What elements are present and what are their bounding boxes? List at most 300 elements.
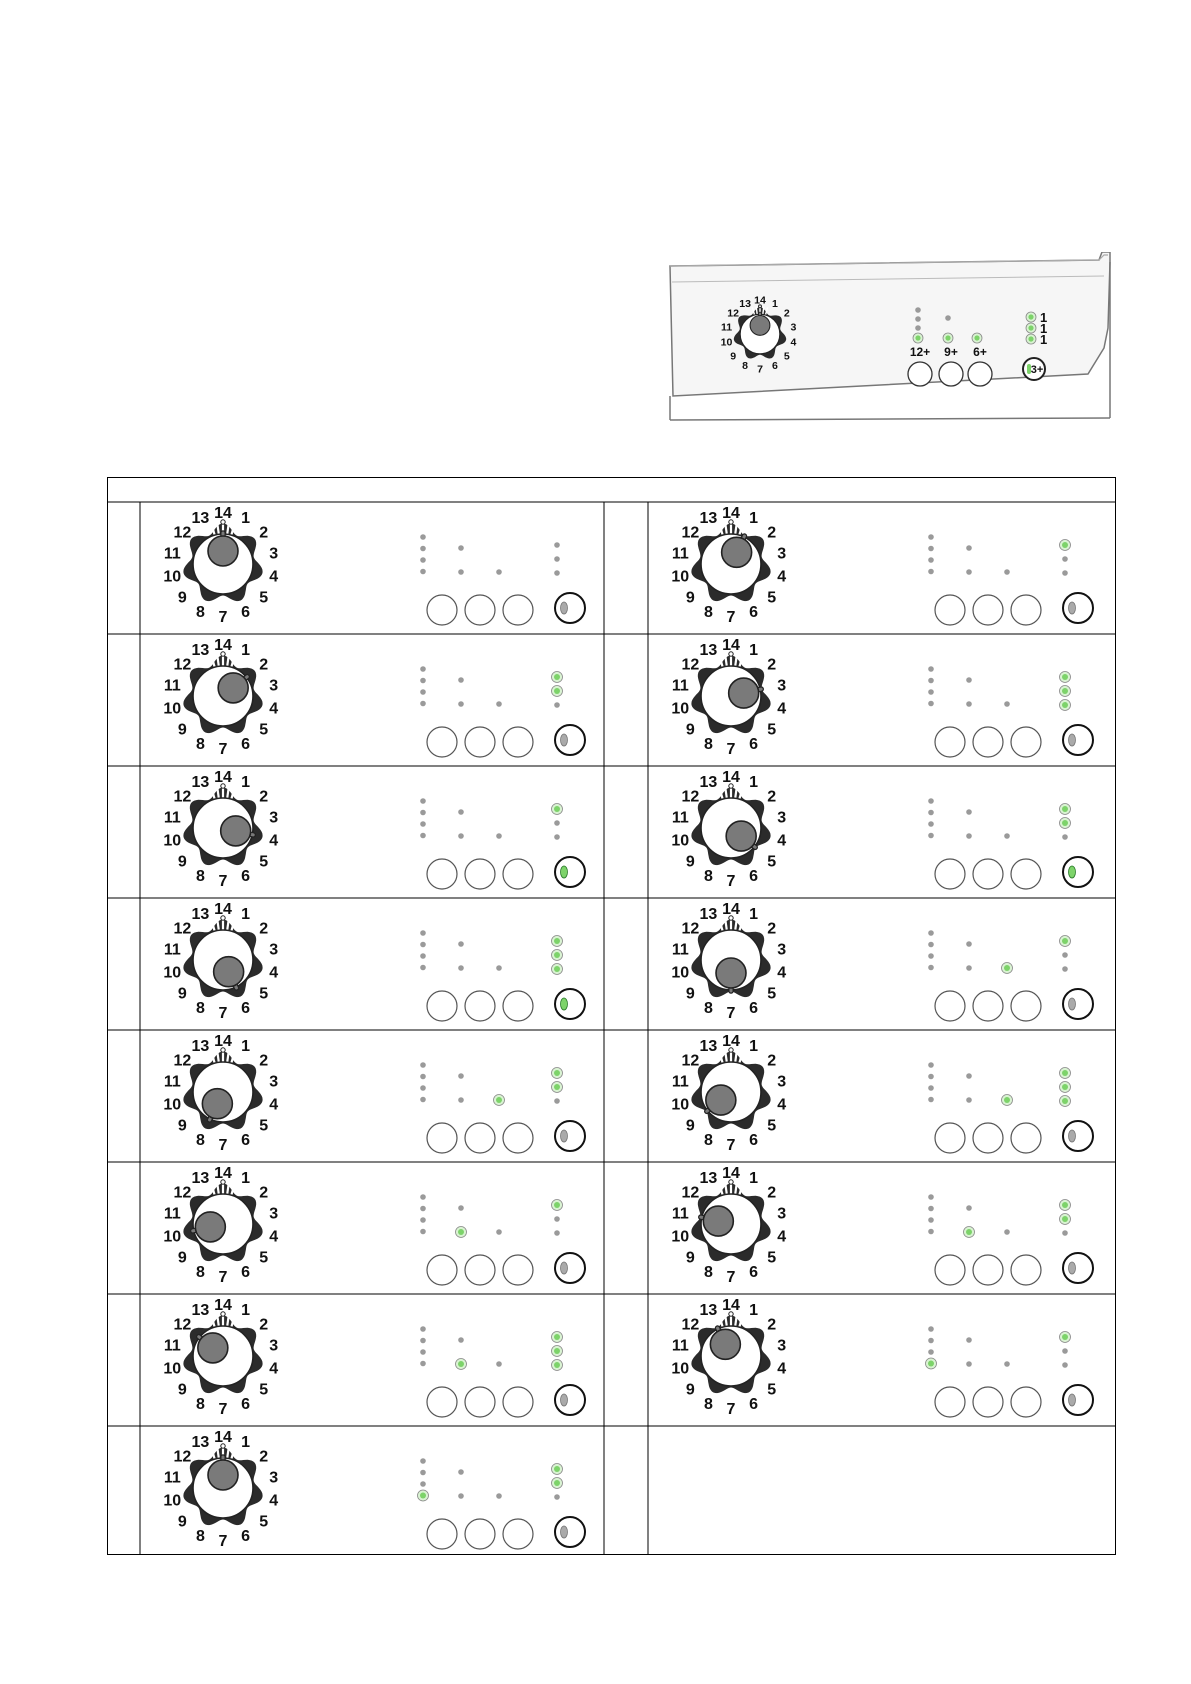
cell-15-dial-number: 11 bbox=[163, 1469, 181, 1487]
cell-13-program-led bbox=[420, 1349, 426, 1355]
cell-4-dial-number: 4 bbox=[777, 700, 787, 718]
cell-11-dial-number: 7 bbox=[218, 1269, 228, 1286]
cell-7-dial-number: 14 bbox=[214, 901, 232, 918]
cell-11-dial-number: 10 bbox=[163, 1228, 182, 1246]
cell-13-dial-number: 13 bbox=[191, 1302, 210, 1320]
cell-2-dial-number: 7 bbox=[726, 609, 736, 626]
cell-12-dial-number: 4 bbox=[777, 1228, 787, 1246]
cell-10-dial-number: 13 bbox=[699, 1038, 718, 1056]
cell-7-temp-led bbox=[458, 965, 464, 971]
cell-15-option-button bbox=[503, 1519, 533, 1549]
cell-13-program-led bbox=[420, 1361, 426, 1367]
program-settings-table bbox=[107, 477, 1116, 1555]
cell-12-dial-knob bbox=[703, 1206, 733, 1236]
cell-3-program-led bbox=[420, 701, 426, 707]
cell-14-program-led bbox=[928, 1349, 934, 1355]
cell-11-dial-number: 9 bbox=[177, 1249, 187, 1267]
panel-dial-number: 7 bbox=[757, 363, 763, 376]
cell-13-dial-number: 14 bbox=[214, 1297, 232, 1314]
cell-11-indicator-led bbox=[554, 1216, 560, 1222]
settings-grid-drawing bbox=[108, 478, 1115, 1554]
cell-8-option-button bbox=[973, 991, 1003, 1021]
panel-dial-number: 4 bbox=[790, 336, 797, 349]
cell-13-option-button bbox=[427, 1387, 457, 1417]
cell-8-option-button bbox=[1011, 991, 1041, 1021]
cell-9-dial-number: 5 bbox=[259, 1117, 269, 1135]
cell-4-program-led bbox=[928, 666, 934, 672]
cell-11-dial-number: 11 bbox=[163, 1205, 181, 1223]
cell-1-dial-number: 6 bbox=[241, 603, 251, 621]
cell-10-dial-number: 10 bbox=[671, 1096, 690, 1114]
cell-6-dial-number: 12 bbox=[681, 788, 700, 806]
cell-15-indicator-led bbox=[554, 1494, 560, 1500]
cell-13-dial-number: 8 bbox=[195, 1395, 205, 1413]
cell-2-dial-number: 3 bbox=[777, 545, 787, 563]
cell-4-temp-led bbox=[1004, 701, 1010, 707]
cell-1-temp-led bbox=[458, 545, 464, 551]
cell-15-option-button bbox=[465, 1519, 495, 1549]
panel-indicator-label: 1 bbox=[1040, 321, 1048, 336]
panel-dial-knob bbox=[750, 316, 770, 336]
cell-4-start-led bbox=[1069, 734, 1076, 746]
cell-11-dial-number: 4 bbox=[269, 1228, 279, 1246]
cell-4-dial-number: 14 bbox=[722, 637, 740, 654]
cell-11-dial-number: 8 bbox=[195, 1263, 205, 1281]
setting-cell bbox=[671, 1033, 1093, 1154]
cell-9-dial-number: 8 bbox=[195, 1131, 205, 1149]
cell-11-dial-number: 3 bbox=[269, 1205, 279, 1223]
cell-3-dial-number: 3 bbox=[269, 677, 279, 695]
cell-2-dial-number: 13 bbox=[699, 510, 718, 528]
cell-3-dial-knob bbox=[218, 673, 248, 703]
panel-led bbox=[915, 307, 921, 313]
cell-2-program-led bbox=[928, 546, 934, 552]
cell-5-program-led bbox=[420, 833, 426, 839]
cell-1-start-led bbox=[561, 602, 568, 614]
cell-11-program-led bbox=[420, 1194, 426, 1200]
setting-cell bbox=[163, 901, 585, 1022]
cell-4-dial-number: 10 bbox=[671, 700, 690, 718]
cell-11-dial-number: 6 bbox=[241, 1263, 251, 1281]
cell-7-temp-led bbox=[496, 965, 502, 971]
cell-14-dial-number: 9 bbox=[685, 1381, 695, 1399]
cell-4-dial-knob bbox=[729, 678, 759, 708]
cell-6-start-button bbox=[1063, 857, 1093, 887]
cell-5-indicator-led bbox=[554, 834, 560, 840]
cell-7-start-led bbox=[561, 998, 568, 1010]
cell-14-dial bbox=[671, 1297, 786, 1418]
panel-indicator-label: 1 bbox=[1040, 310, 1048, 325]
cell-12-indicator-led bbox=[1062, 1230, 1068, 1236]
cell-11-dial-number: 13 bbox=[191, 1170, 210, 1188]
setting-cell bbox=[163, 637, 585, 758]
cell-8-dial-number: 11 bbox=[671, 941, 689, 959]
cell-4-option-button bbox=[973, 727, 1003, 757]
cell-10-option-button bbox=[935, 1123, 965, 1153]
cell-11-dial-number: 2 bbox=[259, 1184, 269, 1202]
panel-temp-label: 12+ bbox=[909, 345, 931, 359]
cell-12-start-led bbox=[1069, 1262, 1076, 1274]
setting-cell bbox=[671, 505, 1093, 626]
cell-10-dial bbox=[671, 1033, 786, 1154]
cell-4-dial-number: 2 bbox=[767, 656, 777, 674]
cell-6-program-led bbox=[928, 810, 934, 816]
cell-8-dial-number: 7 bbox=[726, 1005, 736, 1022]
cell-13-program-led bbox=[420, 1338, 426, 1344]
cell-4-program-led bbox=[928, 689, 934, 695]
panel-temp-button[interactable] bbox=[908, 362, 932, 386]
cell-9-program-led bbox=[420, 1062, 426, 1068]
cell-12-dial-number: 9 bbox=[685, 1249, 695, 1267]
setting-cell bbox=[163, 505, 585, 626]
cell-11-start-led bbox=[561, 1262, 568, 1274]
cell-9-dial-number: 2 bbox=[259, 1052, 269, 1070]
cell-7-dial-knob bbox=[214, 957, 244, 987]
cell-1-option-button bbox=[465, 595, 495, 625]
cell-5-dial-number: 11 bbox=[163, 809, 181, 827]
cell-5-option-button bbox=[503, 859, 533, 889]
cell-14-dial-number: 14 bbox=[722, 1297, 740, 1314]
cell-9-indicator-led bbox=[554, 1098, 560, 1104]
cell-1-indicator-led bbox=[554, 570, 560, 576]
cell-5-program-led bbox=[420, 798, 426, 804]
panel-start-label: 3+ bbox=[1030, 364, 1044, 376]
cell-2-dial-number: 8 bbox=[703, 603, 713, 621]
cell-2-program-led bbox=[928, 557, 934, 563]
cell-2-option-button bbox=[935, 595, 965, 625]
cell-10-start-button bbox=[1063, 1121, 1093, 1151]
cell-1-program-led bbox=[420, 546, 426, 552]
cell-10-dial-number: 5 bbox=[767, 1117, 777, 1135]
cell-8-dial-number: 13 bbox=[699, 906, 718, 924]
panel-dial-number: 11 bbox=[720, 321, 733, 334]
cell-8-dial-number: 3 bbox=[777, 941, 787, 959]
cell-9-dial-number: 10 bbox=[163, 1096, 182, 1114]
cell-8-dial-number: 9 bbox=[685, 985, 695, 1003]
cell-14-dial-number: 3 bbox=[777, 1337, 787, 1355]
cell-10-program-led bbox=[928, 1097, 934, 1103]
cell-7-dial-number: 1 bbox=[241, 906, 251, 924]
cell-12-dial-number: 14 bbox=[722, 1165, 740, 1182]
panel-dial-number: 14 bbox=[754, 294, 766, 307]
cell-2-start-button bbox=[1063, 593, 1093, 623]
cell-13-start-led bbox=[561, 1394, 568, 1406]
cell-7-dial-number: 6 bbox=[241, 999, 251, 1017]
cell-1-dial-number: 12 bbox=[173, 524, 192, 542]
cell-2-dial-number: 11 bbox=[671, 545, 689, 563]
cell-12-dial-number: 13 bbox=[699, 1170, 718, 1188]
panel-dial-number: 5 bbox=[783, 350, 790, 363]
cell-1-dial-number: 13 bbox=[191, 510, 210, 528]
cell-8-indicator-led bbox=[1062, 952, 1068, 958]
cell-8-dial bbox=[671, 901, 786, 1022]
cell-3-dial-number: 4 bbox=[269, 700, 279, 718]
cell-13-program-led bbox=[420, 1326, 426, 1332]
panel-temp-button[interactable] bbox=[968, 362, 992, 386]
cell-11-indicator-led bbox=[554, 1230, 560, 1236]
cell-1-temp-led bbox=[496, 569, 502, 575]
cell-8-dial-number: 5 bbox=[767, 985, 777, 1003]
cell-11-dial-number: 5 bbox=[259, 1249, 269, 1267]
cell-10-option-button bbox=[973, 1123, 1003, 1153]
cell-2-indicator-led bbox=[1062, 570, 1068, 576]
cell-11-start-button bbox=[555, 1253, 585, 1283]
cell-4-dial-number: 7 bbox=[726, 741, 736, 758]
cell-5-option-button bbox=[465, 859, 495, 889]
cell-13-dial-number: 11 bbox=[163, 1337, 181, 1355]
cell-1-indicator-led bbox=[554, 556, 560, 562]
cell-15-temp-led bbox=[496, 1493, 502, 1499]
setting-cell bbox=[671, 1165, 1093, 1286]
cell-13-start-button bbox=[555, 1385, 585, 1415]
setting-cell bbox=[671, 901, 1093, 1022]
cell-12-program-led bbox=[928, 1229, 934, 1235]
cell-1-dial-number: 4 bbox=[269, 568, 279, 586]
setting-cell bbox=[671, 1297, 1093, 1418]
cell-6-indicator-led bbox=[1062, 834, 1068, 840]
cell-1-temp-led bbox=[458, 569, 464, 575]
cell-10-dial-number: 9 bbox=[685, 1117, 695, 1135]
cell-14-dial-number: 8 bbox=[703, 1395, 713, 1413]
cell-3-dial-number: 12 bbox=[173, 656, 192, 674]
cell-12-program-led bbox=[928, 1206, 934, 1212]
setting-cell bbox=[163, 769, 585, 890]
cell-6-dial-number: 7 bbox=[726, 873, 736, 890]
cell-12-dial-number: 2 bbox=[767, 1184, 777, 1202]
cell-8-indicator-led bbox=[1062, 966, 1068, 972]
cell-10-dial-number: 7 bbox=[726, 1137, 736, 1154]
cell-7-temp-led bbox=[458, 941, 464, 947]
cell-14-temp-led bbox=[966, 1361, 972, 1367]
cell-15-dial-number: 7 bbox=[218, 1533, 228, 1550]
cell-6-option-button bbox=[935, 859, 965, 889]
cell-7-dial-number: 12 bbox=[173, 920, 192, 938]
cell-15-dial-number: 3 bbox=[269, 1469, 279, 1487]
cell-1-dial-number: 14 bbox=[214, 505, 232, 522]
cell-8-dial-knob bbox=[716, 958, 746, 988]
cell-2-dial-number: 6 bbox=[749, 603, 759, 621]
cell-2-dial bbox=[671, 505, 786, 626]
panel-dial-number: 8 bbox=[742, 359, 749, 372]
cell-15-dial-number: 6 bbox=[241, 1527, 251, 1545]
cell-6-dial-number: 6 bbox=[749, 867, 759, 885]
cell-6-dial-number: 9 bbox=[685, 853, 695, 871]
cell-14-program-led bbox=[928, 1338, 934, 1344]
cell-12-option-button bbox=[935, 1255, 965, 1285]
cell-15-start-led bbox=[561, 1526, 568, 1538]
cell-14-dial-number: 2 bbox=[767, 1316, 777, 1334]
setting-cell bbox=[671, 637, 1093, 758]
cell-11-option-button bbox=[427, 1255, 457, 1285]
panel-dial-number: 2 bbox=[783, 307, 790, 320]
cell-4-start-button bbox=[1063, 725, 1093, 755]
cell-2-option-button bbox=[973, 595, 1003, 625]
cell-5-indicator-led bbox=[554, 820, 560, 826]
cell-10-dial-number: 11 bbox=[671, 1073, 689, 1091]
cell-11-temp-led bbox=[496, 1229, 502, 1235]
cell-5-program-led bbox=[420, 810, 426, 816]
cell-5-dial bbox=[163, 769, 278, 890]
cell-2-temp-led bbox=[966, 545, 972, 551]
cell-3-temp-led bbox=[458, 677, 464, 683]
cell-3-indicator-led bbox=[554, 702, 560, 708]
cell-11-dial-number: 1 bbox=[241, 1170, 251, 1188]
cell-14-temp-led bbox=[1004, 1361, 1010, 1367]
cell-3-dial-number: 5 bbox=[259, 721, 269, 739]
cell-6-dial bbox=[671, 769, 786, 890]
control-panel-drawing bbox=[668, 252, 1122, 428]
cell-4-dial-number: 8 bbox=[703, 735, 713, 753]
cell-3-program-led bbox=[420, 666, 426, 672]
cell-10-dial-number: 14 bbox=[722, 1033, 740, 1050]
cell-6-dial-number: 14 bbox=[722, 769, 740, 786]
cell-6-dial-number: 4 bbox=[777, 832, 787, 850]
cell-15-dial-number: 1 bbox=[241, 1434, 251, 1452]
cell-12-start-button bbox=[1063, 1253, 1093, 1283]
cell-15-dial bbox=[163, 1429, 278, 1550]
cell-10-temp-led bbox=[966, 1073, 972, 1079]
cell-14-dial-number: 11 bbox=[671, 1337, 689, 1355]
cell-5-temp-led bbox=[458, 809, 464, 815]
cell-3-dial-number: 8 bbox=[195, 735, 205, 753]
cell-4-dial-number: 6 bbox=[749, 735, 759, 753]
setting-cell bbox=[163, 1297, 585, 1418]
cell-5-dial-number: 7 bbox=[218, 873, 228, 890]
cell-8-program-led bbox=[928, 953, 934, 959]
cell-6-dial-number: 2 bbox=[767, 788, 777, 806]
cell-14-dial-number: 5 bbox=[767, 1381, 777, 1399]
cell-5-start-led bbox=[561, 866, 568, 878]
cell-2-program-led bbox=[928, 534, 934, 540]
cell-13-option-button bbox=[503, 1387, 533, 1417]
cell-12-dial-number: 11 bbox=[671, 1205, 689, 1223]
cell-5-dial-knob bbox=[221, 816, 251, 846]
cell-13-dial-number: 6 bbox=[241, 1395, 251, 1413]
cell-8-dial-number: 8 bbox=[703, 999, 713, 1017]
cell-9-dial-number: 4 bbox=[269, 1096, 279, 1114]
control-panel-illustration bbox=[668, 252, 1122, 428]
cell-9-dial-number: 6 bbox=[241, 1131, 251, 1149]
cell-7-dial-number: 2 bbox=[259, 920, 269, 938]
cell-6-dial-number: 11 bbox=[671, 809, 689, 827]
cell-9-dial-number: 12 bbox=[173, 1052, 192, 1070]
cell-15-dial-number: 2 bbox=[259, 1448, 269, 1466]
panel-dial-number: 1 bbox=[771, 298, 778, 311]
cell-7-dial-number: 11 bbox=[163, 941, 181, 959]
cell-1-program-led bbox=[420, 534, 426, 540]
cell-1-option-button bbox=[503, 595, 533, 625]
cell-11-program-led bbox=[420, 1206, 426, 1212]
cell-6-dial-number: 3 bbox=[777, 809, 787, 827]
cell-9-program-led bbox=[420, 1085, 426, 1091]
cell-9-dial-number: 7 bbox=[218, 1137, 228, 1154]
cell-12-dial-number: 7 bbox=[726, 1269, 736, 1286]
cell-13-temp-led bbox=[458, 1337, 464, 1343]
cell-2-dial-number: 5 bbox=[767, 589, 777, 607]
cell-9-dial-number: 13 bbox=[191, 1038, 210, 1056]
cell-13-dial-number: 3 bbox=[269, 1337, 279, 1355]
cell-12-dial bbox=[671, 1165, 786, 1286]
cell-9-program-led bbox=[420, 1074, 426, 1080]
cell-5-option-button bbox=[427, 859, 457, 889]
cell-12-option-button bbox=[973, 1255, 1003, 1285]
cell-14-option-button bbox=[973, 1387, 1003, 1417]
cell-9-temp-led bbox=[458, 1073, 464, 1079]
cell-13-dial-number: 9 bbox=[177, 1381, 187, 1399]
cell-1-dial-knob bbox=[208, 536, 238, 566]
cell-11-temp-led bbox=[458, 1205, 464, 1211]
cell-12-program-led bbox=[928, 1217, 934, 1223]
cell-7-dial bbox=[163, 901, 278, 1022]
cell-2-program-led bbox=[928, 569, 934, 575]
cell-3-start-button bbox=[555, 725, 585, 755]
cell-10-program-led bbox=[928, 1074, 934, 1080]
cell-10-dial-number: 1 bbox=[749, 1038, 759, 1056]
cell-4-dial-number: 1 bbox=[749, 642, 759, 660]
cell-9-program-led bbox=[420, 1097, 426, 1103]
cell-3-dial-number: 7 bbox=[218, 741, 228, 758]
cell-8-program-led bbox=[928, 942, 934, 948]
cell-3-option-button bbox=[503, 727, 533, 757]
cell-1-indicator-led bbox=[554, 542, 560, 548]
cell-3-dial-number: 9 bbox=[177, 721, 187, 739]
cell-12-dial-number: 10 bbox=[671, 1228, 690, 1246]
cell-7-dial-number: 9 bbox=[177, 985, 187, 1003]
cell-4-dial-number: 12 bbox=[681, 656, 700, 674]
cell-7-dial-number: 4 bbox=[269, 964, 279, 982]
cell-8-start-led bbox=[1069, 998, 1076, 1010]
panel-temp-button[interactable] bbox=[939, 362, 963, 386]
cell-7-dial-number: 7 bbox=[218, 1005, 228, 1022]
cell-15-dial-knob bbox=[208, 1460, 238, 1490]
cell-2-option-button bbox=[1011, 595, 1041, 625]
cell-4-dial-number: 5 bbox=[767, 721, 777, 739]
cell-3-temp-led bbox=[496, 701, 502, 707]
cell-8-start-button bbox=[1063, 989, 1093, 1019]
cell-15-dial-number: 14 bbox=[214, 1429, 232, 1446]
cell-9-dial-number: 3 bbox=[269, 1073, 279, 1091]
cell-8-dial-number: 12 bbox=[681, 920, 700, 938]
cell-3-dial-number: 14 bbox=[214, 637, 232, 654]
cell-10-dial-number: 4 bbox=[777, 1096, 787, 1114]
cell-11-program-led bbox=[420, 1217, 426, 1223]
cell-1-dial-number: 5 bbox=[259, 589, 269, 607]
cell-15-dial-number: 4 bbox=[269, 1492, 279, 1510]
cell-5-dial-number: 2 bbox=[259, 788, 269, 806]
cell-7-dial-number: 13 bbox=[191, 906, 210, 924]
setting-cell bbox=[163, 1429, 585, 1550]
cell-3-dial-number: 11 bbox=[163, 677, 181, 695]
cell-13-dial-number: 2 bbox=[259, 1316, 269, 1334]
cell-15-dial-number: 5 bbox=[259, 1513, 269, 1531]
cell-1-program-led bbox=[420, 569, 426, 575]
cell-4-option-button bbox=[935, 727, 965, 757]
panel-dial-number: 6 bbox=[771, 359, 778, 372]
panel-temp-label: 6+ bbox=[973, 345, 987, 359]
cell-8-option-button bbox=[935, 991, 965, 1021]
cell-11-option-button bbox=[465, 1255, 495, 1285]
cell-6-temp-led bbox=[1004, 833, 1010, 839]
cell-15-start-button bbox=[555, 1517, 585, 1547]
cell-4-dial bbox=[671, 637, 786, 758]
cell-6-temp-led bbox=[966, 809, 972, 815]
cell-1-option-button bbox=[427, 595, 457, 625]
cell-10-dial-number: 2 bbox=[767, 1052, 777, 1070]
cell-6-option-button bbox=[1011, 859, 1041, 889]
cell-5-start-button bbox=[555, 857, 585, 887]
panel-led bbox=[915, 316, 921, 322]
cell-7-option-button bbox=[427, 991, 457, 1021]
